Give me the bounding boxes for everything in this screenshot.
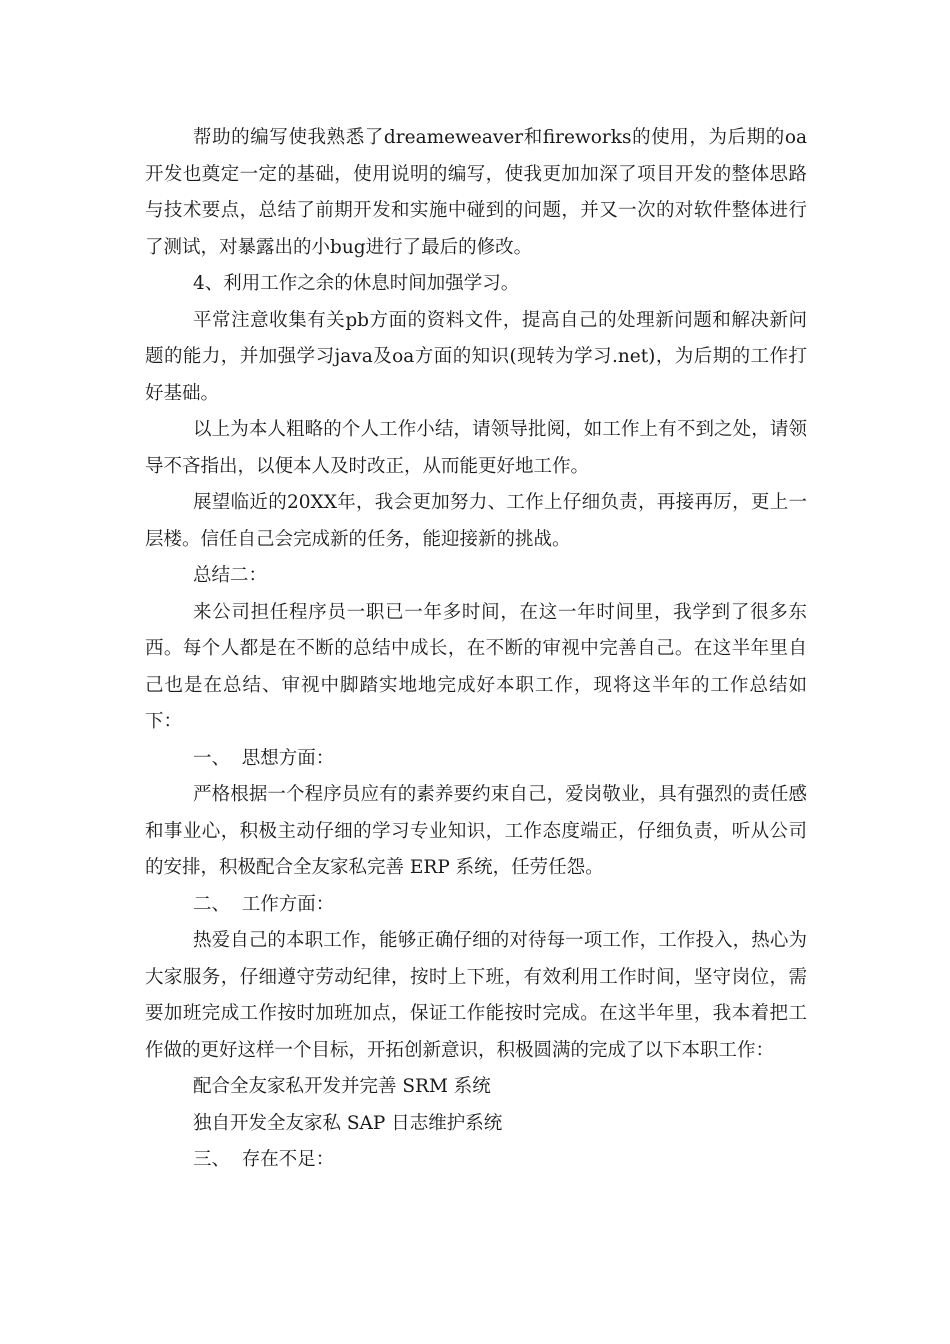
section-heading-shortcomings: 三、 存在不足： <box>193 1149 335 1170</box>
section-heading-work: 二、 工作方面： <box>193 893 335 915</box>
document-body <box>145 120 807 1179</box>
paragraph-outlook: 展望临近的20XX年，我会更加努力、工作上仔细负责，再接再厉，更上一层楼。信任自己会完成新的任务，能迎接新的挑战。 <box>145 492 807 550</box>
paragraph-thinking: 严格根据一个程序员应有的素养要约束自己，爱岗敬业，具有强烈的责任感和事业心，积极主动仔细的学习专业知识，工作态度端正，仔细负责，听从公司的安排，积极配合全友家私完善 ERP 系统，任劳任怨。 <box>145 784 807 878</box>
paragraph-study: 平常注意收集有关pb方面的资料文件，提高自己的处理新问题和解决新问题的能力，并加强学习java及oa方面的知识(现转为学习.net)，为后期的工作打好基础。 <box>145 309 807 404</box>
paragraph-intro: 来公司担任程序员一职已一年多时间，在这一年时间里，我学到了很多东西。每个人都是在不断的总结中成长，在不断的审视中完善自己。在这半年里自己也是在总结、审视中脚踏实地地完成好本职工作，现将这半年的工作总结如下： <box>145 601 807 732</box>
paragraph-study-heading: 4、利用工作之余的休息时间加强学习。 <box>193 273 520 294</box>
paragraph-help-docs: 帮助的编写使我熟悉了dreameweaver和fireworks的使用，为后期的oa开发也奠定一定的基础，使用说明的编写，使我更加加深了项目开发的整体思路与技术要点，总结了前期开发和实施中碰到的问题，并又一次的对软件整体进行了测试，对暴露出的小bug进行了最后的修改。 <box>145 127 807 258</box>
paragraph-summary-note: 以上为本人粗略的个人工作小结，请领导批阅，如工作上有不到之处，请领导不吝指出，以便本人及时改正，从而能更好地工作。 <box>145 419 807 477</box>
paragraph-work: 热爱自己的本职工作，能够正确仔细的对待每一项工作，工作投入，热心为大家服务，仔细遵守劳动纪律，按时上下班，有效利用工作时间，坚守岗位，需要加班完成工作按时加班加点，保证工作能按时完成。在这半年里，我本着把工作做的更好这样一个目标，开拓创新意识，积极圆满的完成了以下本职工作： <box>145 930 807 1061</box>
section-title-summary-two: 总结二： <box>193 565 268 586</box>
list-item-sap: 独自开发全友家私 SAP 日志维护系统 <box>193 1112 503 1134</box>
list-item-srm: 配合全友家私开发并完善 SRM 系统 <box>193 1076 491 1097</box>
section-heading-thinking: 一、 思想方面： <box>193 747 335 769</box>
